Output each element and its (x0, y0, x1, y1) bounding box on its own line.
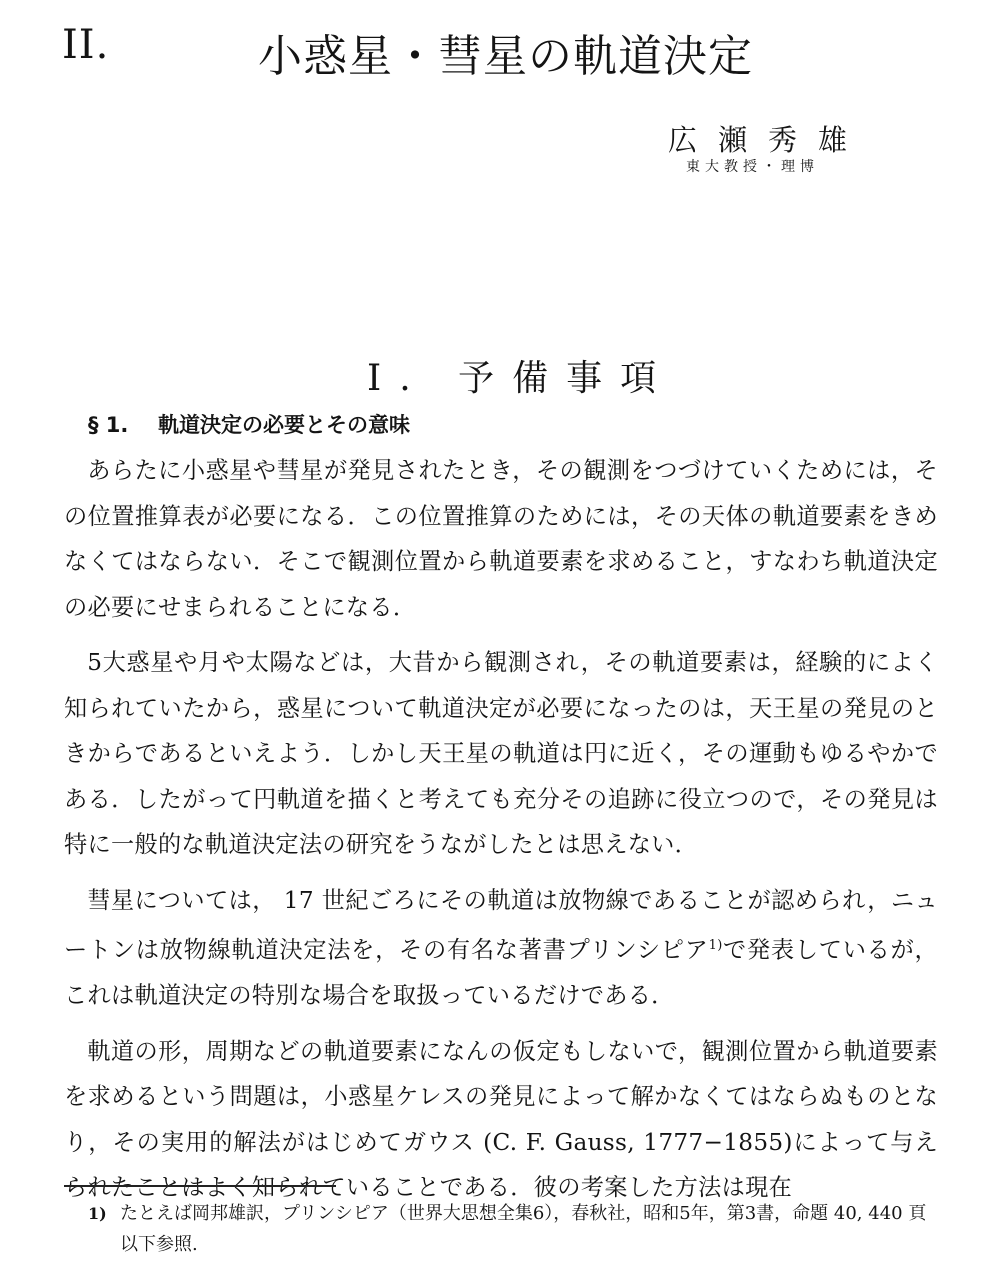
footnote-divider (64, 1185, 336, 1187)
paragraph-4: 軌道の形，周期などの軌道要素になんの仮定もしないで，観測位置から軌道要素を求めるという問題は，小惑星ケレスの発見によって解かなくてはならぬものとなり，その実用的解法がはじめてガウス (C. F. Gauss, 1777−1855)によって与えられたことはよく知られていることである．彼の考案した方法は現在 (64, 1037, 938, 1202)
paragraph-2: 5大惑星や月や太陽などは，大昔から観測され，その軌道要素は，経験的によく知られていたから，惑星について軌道決定が必要になったのは，天王星の発見のときからであるといえよう．しかし天王星の軌道は円に近く，その運動もゆるやかである．したがって円軌道を描くと考えても充分その追跡に役立つので，その発見は特に一般的な軌道決定法の研究をうながしたとは思えない． (64, 649, 938, 858)
paragraph-1: あらたに小惑星や彗星が発見されたとき，その観測をつづけていくためには，その位置推算表が必要になる．この位置推算のためには，その天体の軌道要素をきめなくてはならない．そこで観測位置から軌道要素を求めること，すなわち軌道決定の必要にせまられることになる． (64, 457, 938, 621)
footnote (88, 1198, 938, 1260)
chapter-roman-numeral: II. (62, 22, 110, 68)
subsection-number: § 1. (88, 413, 129, 437)
subsection-title: 軌道決定の必要とその意味 (158, 413, 410, 437)
chapter-title: 小惑星・彗星の軌道決定 (258, 31, 753, 82)
section-heading: I. 予備事項 (367, 358, 675, 399)
subsection-heading (88, 409, 410, 439)
paragraph-3-part-a: 彗星については， 17 世紀ごろにその軌道は放物線であることが認められ，ニュートンは放物線軌道決定法を，その有名な著書プリンシピア (64, 886, 938, 964)
paragraph-3 (64, 878, 938, 1019)
footnote-text: たとえば岡邦雄訳，プリンシピア（世界大思想全集6），春秋社，昭和5年，第3書，命題 40, 440 頁以下参照. (120, 1203, 927, 1255)
footnote-reference: 1) (708, 938, 723, 953)
footnote-mark: 1) (88, 1204, 107, 1223)
body-text (64, 448, 938, 1211)
author-name: 広瀬秀雄 (668, 123, 869, 157)
paragraph-3-part-b: で発表しているが，これは軌道決定の特別な場合を取扱っているだけである． (64, 936, 938, 1010)
author-affiliation: 東大教授・理博 (686, 159, 819, 175)
